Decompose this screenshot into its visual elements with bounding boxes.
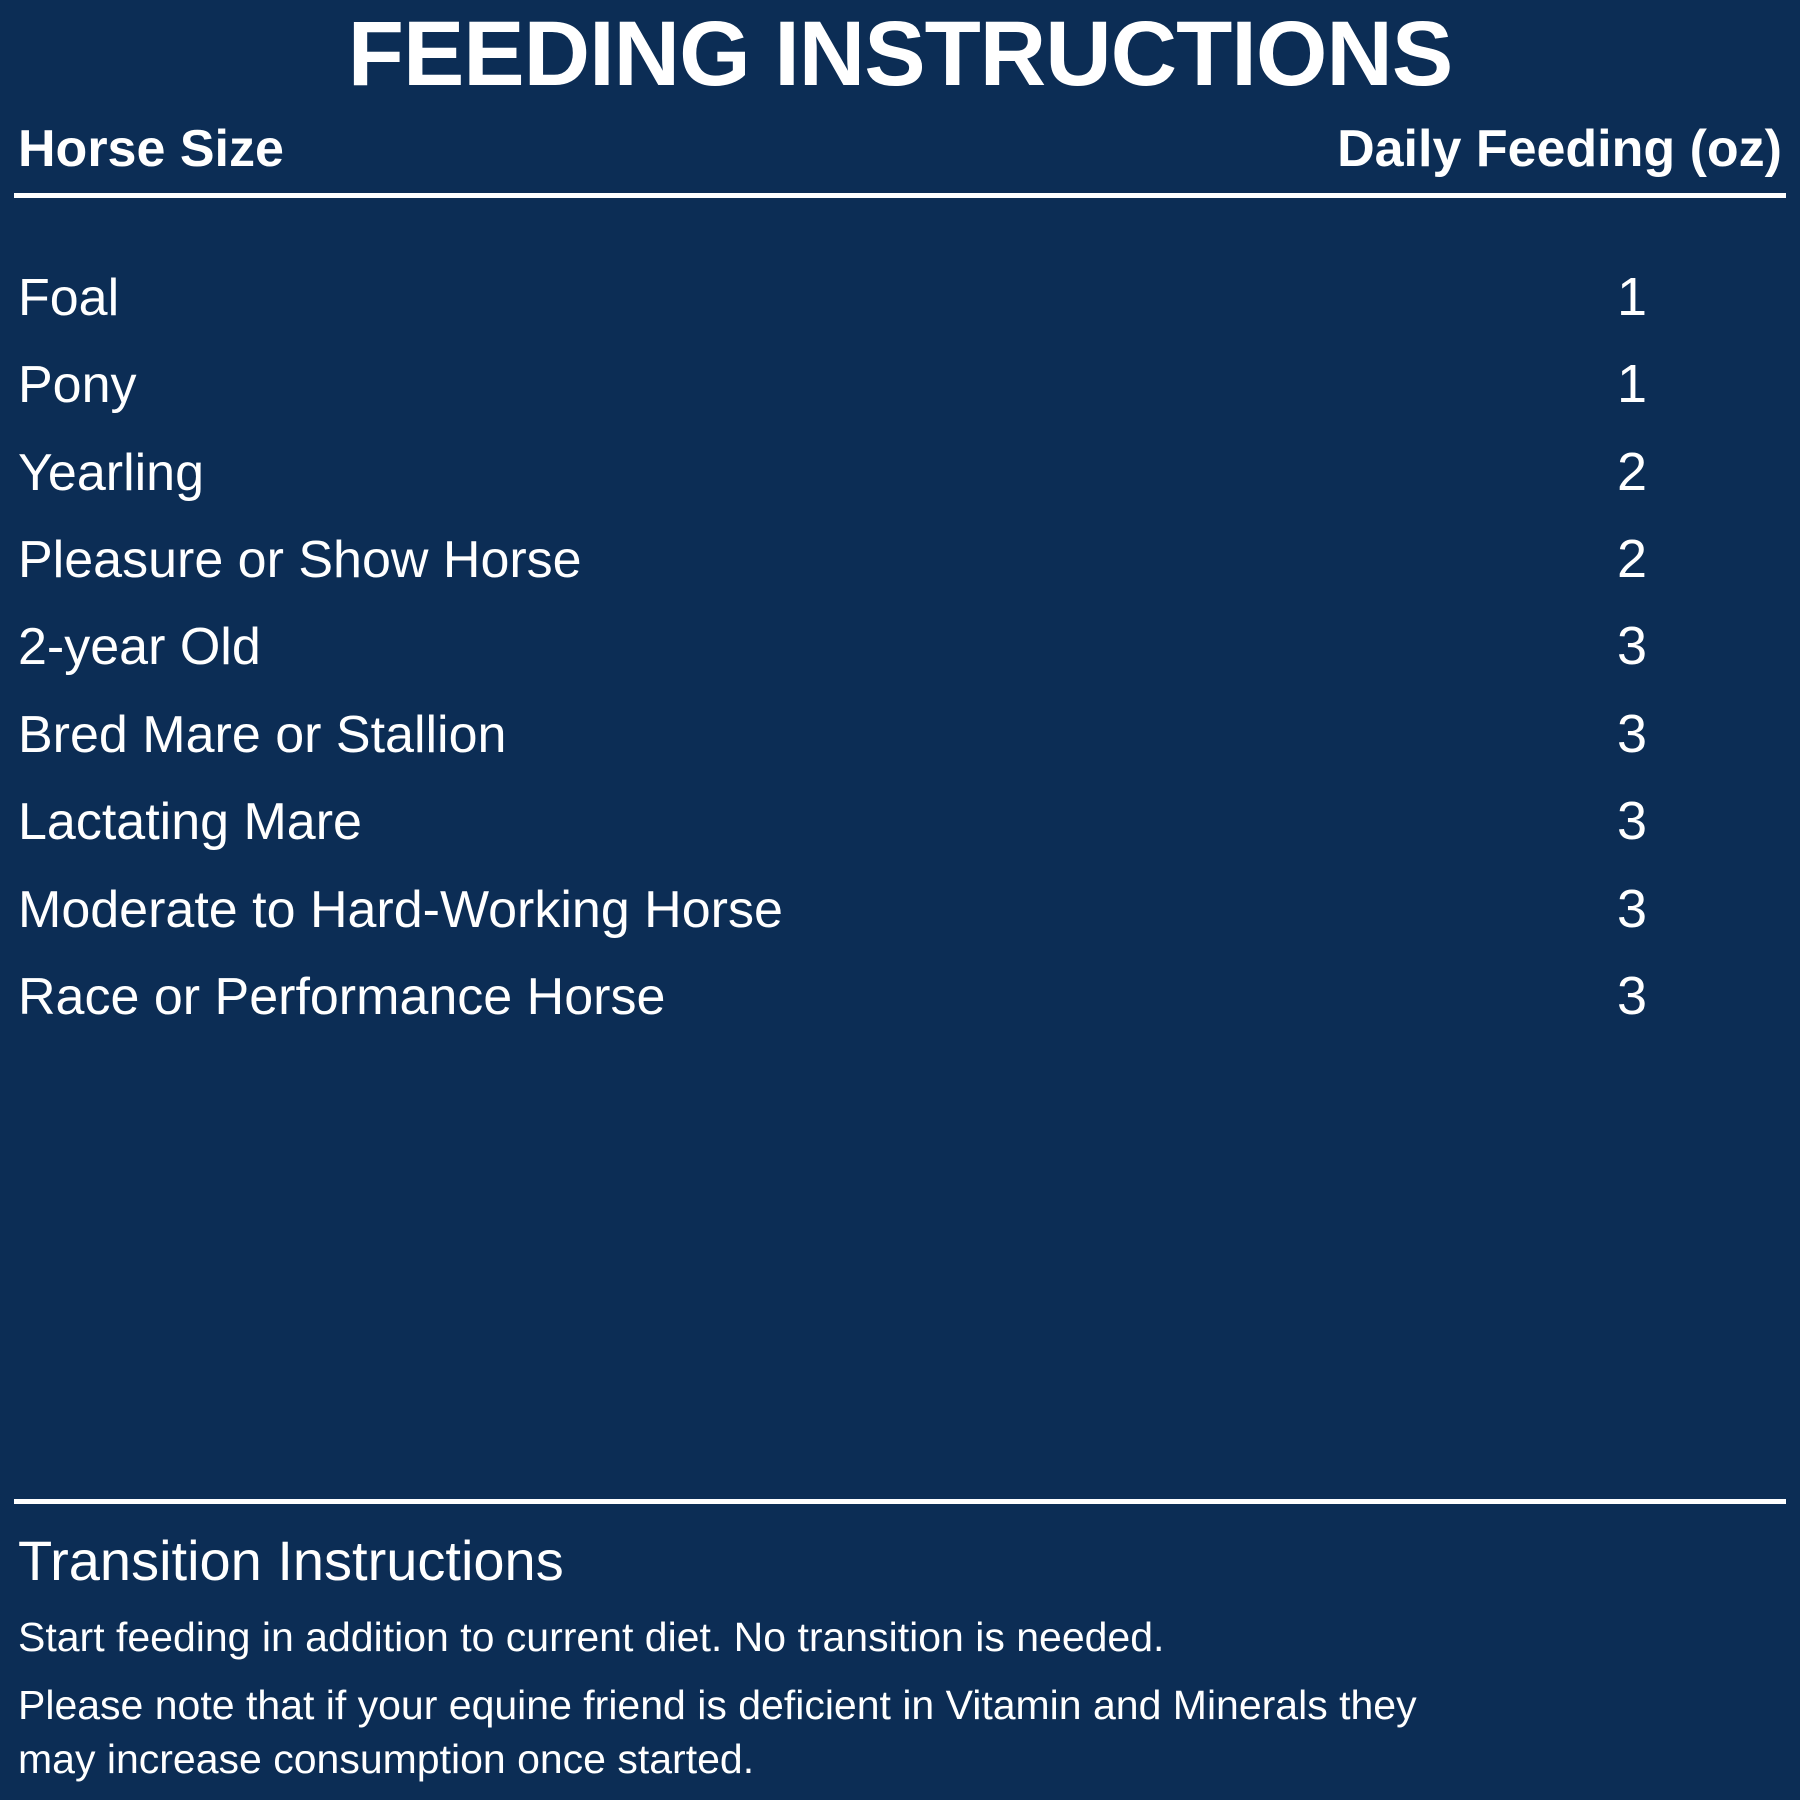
- row-daily-feeding: 1: [1616, 266, 1648, 327]
- row-horse-size: Bred Mare or Stallion: [18, 705, 507, 764]
- row-horse-size: Lactating Mare: [18, 793, 362, 852]
- transition-heading: Transition Instructions: [18, 1529, 564, 1593]
- table-row: [18, 603, 1782, 690]
- row-horse-size: Pony: [18, 356, 137, 415]
- table-row: [18, 254, 1782, 341]
- row-horse-size: Pleasure or Show Horse: [18, 531, 582, 589]
- column-header-daily-feeding: Daily Feeding (oz): [1337, 119, 1782, 178]
- table-row: [18, 953, 1782, 1040]
- row-horse-size: Moderate to Hard-Working Horse: [18, 880, 783, 939]
- row-horse-size: Race or Performance Horse: [18, 968, 666, 1027]
- page-title: FEEDING INSTRUCTIONS: [347, 3, 1453, 105]
- table-row: [18, 691, 1782, 778]
- feeding-table-rows: [14, 254, 1786, 1041]
- column-header-horse-size: Horse Size: [18, 119, 284, 178]
- table-row: [18, 866, 1782, 953]
- table-column-headers: [14, 119, 1786, 193]
- row-daily-feeding: 2: [1616, 529, 1648, 589]
- row-daily-feeding: 3: [1616, 616, 1648, 677]
- header-divider: [14, 193, 1786, 198]
- row-daily-feeding: 2: [1616, 441, 1648, 502]
- row-daily-feeding: 3: [1616, 703, 1648, 764]
- row-daily-feeding: 3: [1616, 878, 1648, 939]
- row-daily-feeding: 3: [1616, 791, 1648, 852]
- row-horse-size: Yearling: [18, 443, 205, 502]
- table-row: [18, 341, 1782, 428]
- row-daily-feeding: 1: [1616, 354, 1648, 415]
- row-daily-feeding: 3: [1616, 966, 1648, 1027]
- row-horse-size: 2-year Old: [18, 618, 261, 677]
- transition-instructions-section: [14, 1504, 1786, 1800]
- transition-line-2: Please note that if your equine friend is deficient in Vitamin and Minerals they may increase consumption once started.: [18, 1681, 1417, 1782]
- table-row: [18, 516, 1782, 603]
- transition-line-1: Start feeding in addition to current diet. No transition is needed.: [18, 1613, 1165, 1660]
- row-horse-size: Foal: [18, 268, 120, 327]
- table-row: [18, 429, 1782, 516]
- table-row: [18, 778, 1782, 865]
